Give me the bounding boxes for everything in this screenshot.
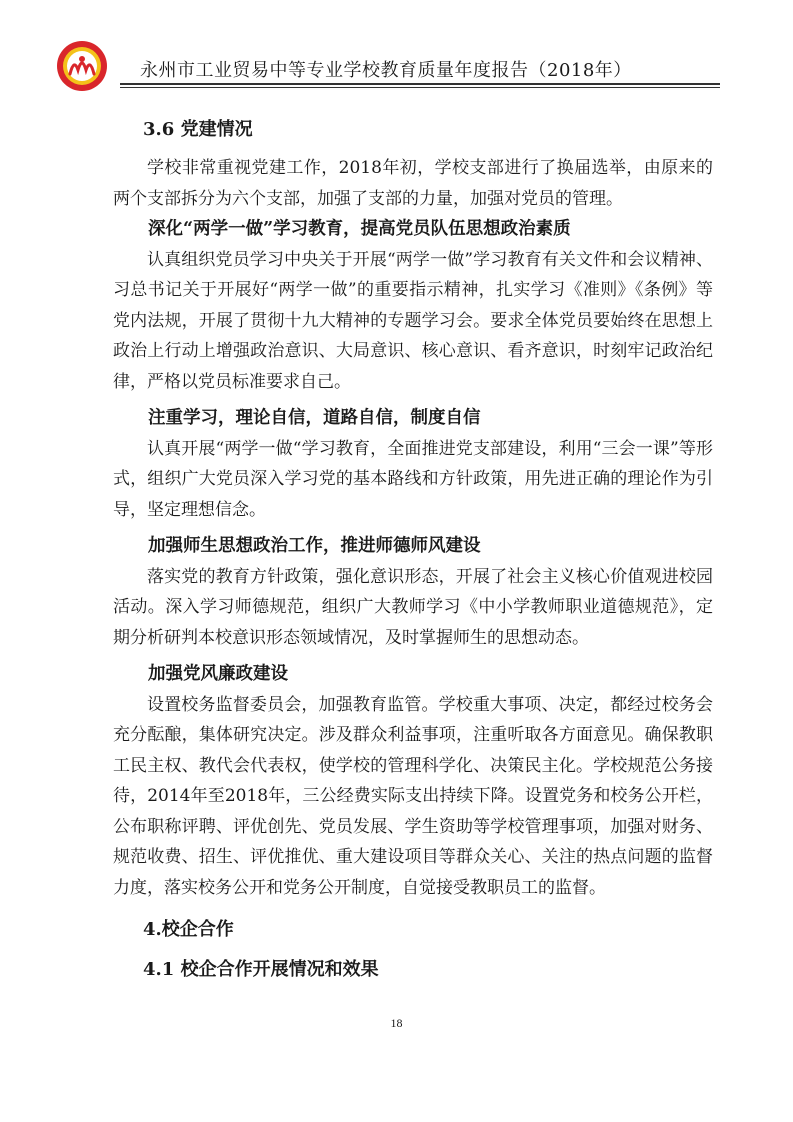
page-number: 18 xyxy=(390,1016,403,1030)
subheading-anti-corruption: 加强党风廉政建设 xyxy=(148,664,288,684)
header-divider xyxy=(120,83,720,85)
section-heading-4-1: 4.1 校企合作开展情况和效果 xyxy=(143,959,379,980)
section-intro-paragraph: 学校非常重视党建工作，2018年初，学校支部进行了换届选举，由原来的两个支部拆分为六个支部，加强了支部的力量，加强对党员的管理。 xyxy=(113,158,713,209)
header-divider-thin xyxy=(120,87,720,88)
document-body xyxy=(113,117,713,993)
section-heading-3-6: 3.6 党建情况 xyxy=(143,119,253,140)
paragraph-anti-corruption: 设置校务监督委员会，加强教育监管。学校重大事项、决定，都经过校务会充分酝酿，集体研究决定。涉及群众利益事项，注重听取各方面意见。确保教职工民主权、教代会代表权，使学校的管理科学化、决策民主化。学校规范公务接待，2014年至2018年，三公经费实际支出持续下降。设置党务和校务公开栏，公布职称评聘、评优创先、党员发展、学生资助等学校管理事项，加强对财务、规范收费、招生、评优推优、重大建设项目等群众关心、关注的热点问题的监督力度，落实校务公开和党务公开制度，自觉接受教职员工的监督。 xyxy=(113,694,713,898)
school-emblem-icon xyxy=(56,40,108,92)
paragraph-teacher-ethics: 落实党的教育方针政策，强化意识形态，开展了社会主义核心价值观进校园活动。深入学习师德规范，组织广大教师学习《中小学教师职业道德规范》，定期分析研判本校意识形态领域情况，及时掌握师生的思想动态。 xyxy=(113,566,713,648)
subheading-teacher-ethics: 加强师生思想政治工作，推进师德师风建设 xyxy=(148,536,481,556)
document-header-title: 永州市工业贸易中等专业学校教育质量年度报告（2018年） xyxy=(140,60,632,81)
section-heading-4: 4.校企合作 xyxy=(143,919,234,940)
subheading-theory-confidence: 注重学习，理论自信，道路自信，制度自信 xyxy=(148,408,481,428)
paragraph-two-learn-one-do: 认真组织党员学习中央关于开展“两学一做”学习教育有关文件和会议精神、习总书记关于开展好“两学一做”的重要指示精神，扎实学习《准则》《条例》等党内法规，开展了贯彻十九大精神的专题学习会。要求全体党员要始终在思想上政治上行动上增强政治意识、大局意识、核心意识、看齐意识，时刻牢记政治纪律，严格以党员标准要求自己。 xyxy=(113,249,713,392)
subheading-two-learn-one-do: 深化“两学一做”学习教育，提高党员队伍思想政治素质 xyxy=(148,219,571,239)
paragraph-theory-confidence: 认真开展“两学一做“学习教育，全面推进党支部建设，利用“三会一课”等形式，组织广大党员深入学习党的基本路线和方针政策，用先进正确的理论作为引导，坚定理想信念。 xyxy=(113,438,713,520)
